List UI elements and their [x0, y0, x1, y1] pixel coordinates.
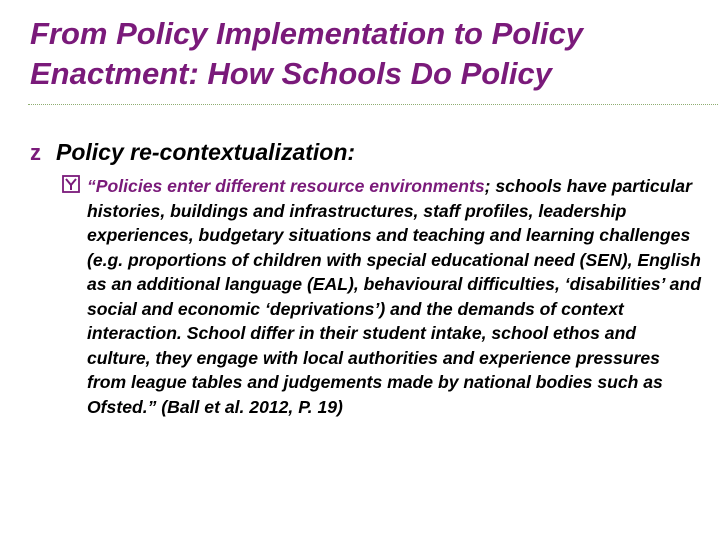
z-bullet-icon: z: [30, 140, 41, 165]
quote-body: ; schools have particular histories, buildings and infrastructures, staff profiles, leadership experiences, budgetary situations and teaching and learning challenges (e.g. proportions of children with special educational need (SEN), English as an additional language (EAL), behavioural difficulties, ‘disabilities’ and social and economic ‘deprivations’) and the demands of context interaction. School differ in their student intake, school ethos and culture, they engage with local authorities and experience pressures from league tables and judgements made by national bodies such as Ofsted.” (Ball et al. 2012, P. 19): [87, 176, 701, 417]
quote-emphasis: “Policies enter different resource environments: [87, 176, 485, 196]
bullet-level-1: [30, 138, 710, 167]
bullet-level-2: [62, 174, 702, 419]
slide-title: From Policy Implementation to Policy Enactment: How Schools Do Policy: [30, 16, 583, 91]
title-divider: [28, 104, 718, 105]
bullet-level-1-text: Policy re-contextualization:: [56, 139, 356, 165]
quote-text: [62, 174, 702, 419]
checkbox-y-icon: [62, 175, 80, 193]
